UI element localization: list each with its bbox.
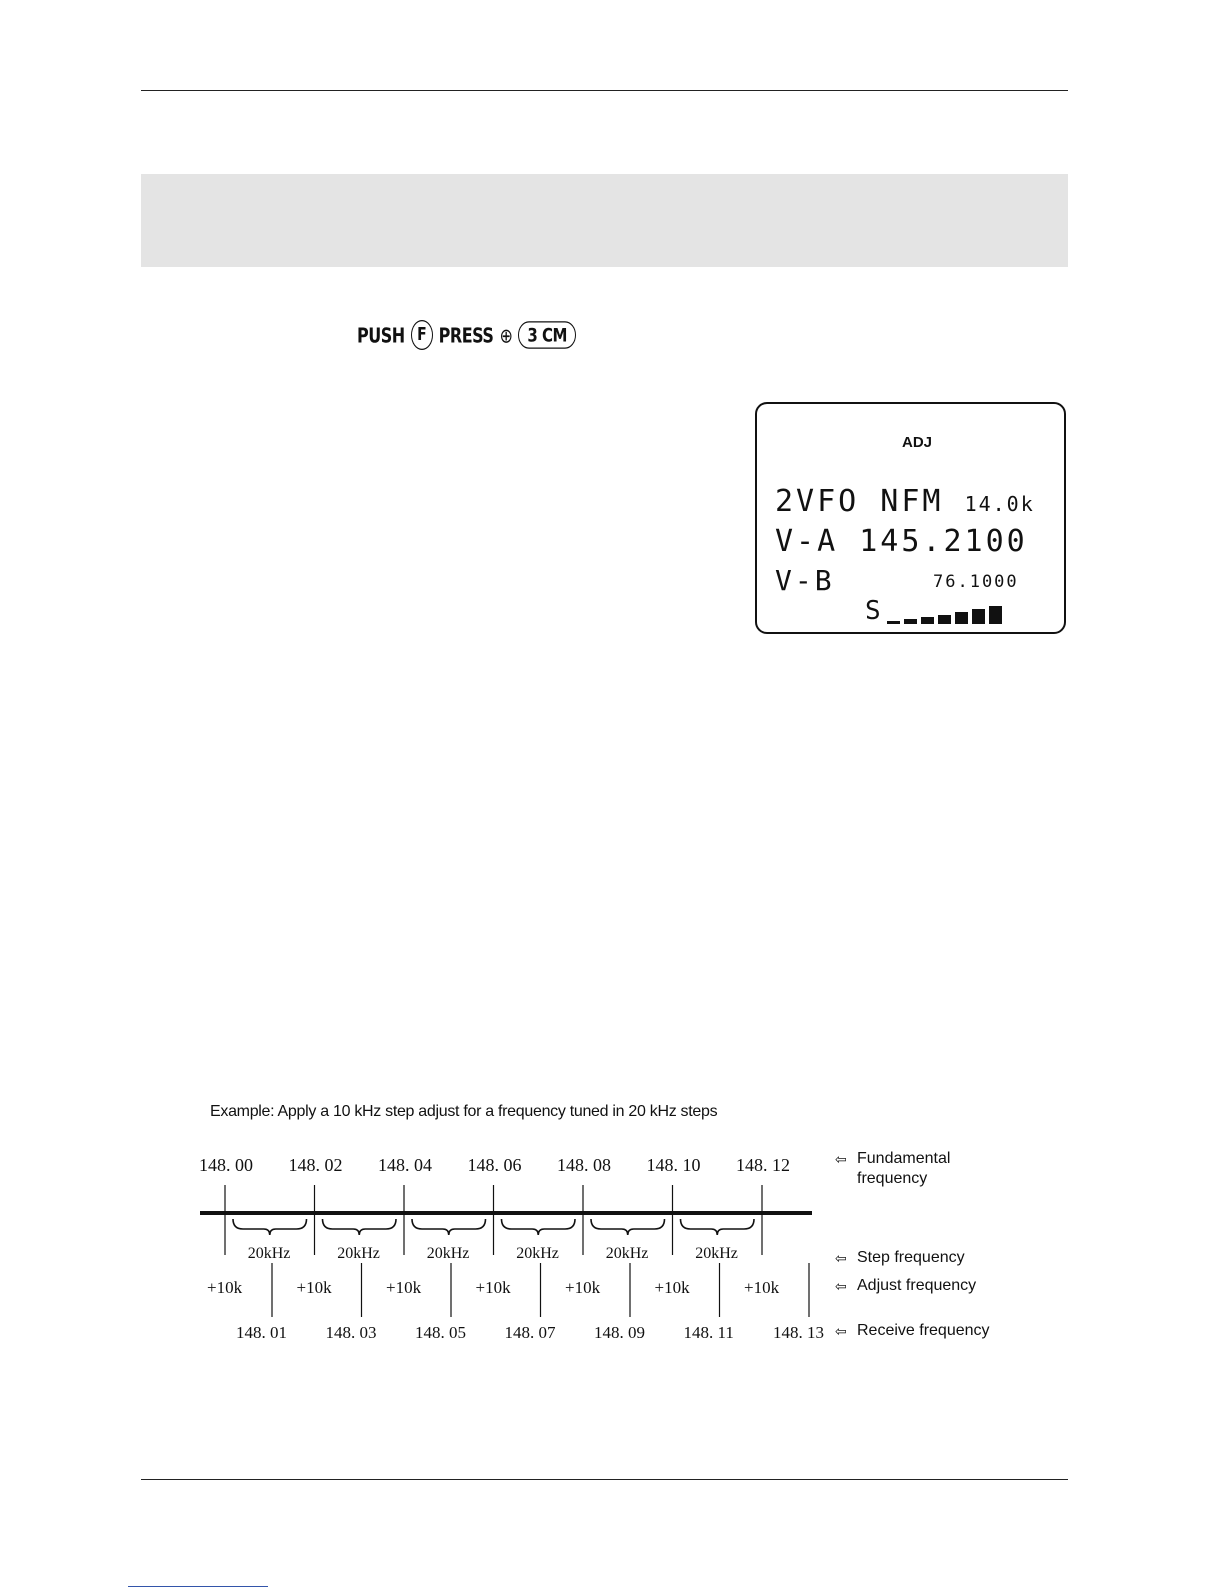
adjust-label: +10k	[565, 1278, 601, 1297]
arrow-icon: ⇦	[835, 1250, 847, 1266]
legend-receive-label: Receive frequency	[857, 1322, 990, 1339]
receive-label: 148. 09	[594, 1323, 645, 1342]
legend-adjust-label: Adjust frequency	[857, 1277, 977, 1294]
lcd-row-mode	[775, 484, 1035, 519]
adjust-label: +10k	[475, 1278, 511, 1297]
fundamental-label: 148. 08	[557, 1155, 611, 1175]
fundamental-label: 148. 02	[288, 1155, 343, 1175]
step-label: 20kHz	[516, 1245, 559, 1262]
push-label: PUSH	[357, 323, 405, 347]
arrow-icon: ⇦	[835, 1323, 847, 1339]
s-meter-bar	[938, 615, 951, 624]
lcd-step: 14.0k	[964, 492, 1035, 516]
adjust-label: +10k	[744, 1278, 780, 1297]
fundamental-label: 148. 04	[378, 1155, 432, 1175]
receive-label: 148. 05	[415, 1323, 466, 1342]
lcd-row-vfo-b	[775, 564, 1019, 597]
adjust-label: +10k	[207, 1278, 243, 1297]
diagram-caption: Example: Apply a 10 kHz step adjust for a frequency tuned in 20 kHz steps	[210, 1103, 718, 1120]
step-label: 20kHz	[695, 1245, 738, 1262]
step-brace	[591, 1219, 665, 1235]
s-meter-bar	[904, 619, 917, 624]
adjust-label: +10k	[654, 1278, 690, 1297]
section-heading-band	[141, 174, 1068, 267]
arrow-icon: ⇦	[835, 1278, 847, 1294]
step-label: 20kHz	[426, 1245, 470, 1262]
step-key: 3 CM	[518, 321, 576, 349]
lcd-vfo-b-label: V-B	[775, 564, 835, 597]
s-meter-bar	[989, 606, 1002, 624]
step-label: 20kHz	[337, 1245, 380, 1262]
lcd-mode: 2VFO NFM	[775, 484, 944, 519]
key-sequence	[357, 310, 576, 360]
receive-label: 148. 11	[683, 1323, 734, 1342]
s-meter-label: S	[865, 596, 881, 626]
legend-adjust	[835, 1276, 976, 1296]
footer-rule	[141, 1479, 1068, 1480]
legend-step	[835, 1248, 965, 1268]
lcd-vfo-b-freq: 76.1000	[933, 572, 1019, 592]
fundamental-label: 148. 12	[736, 1155, 790, 1175]
lcd-row-vfo-a: V-A 145.2100	[775, 524, 1028, 559]
receive-label: 148. 13	[773, 1323, 824, 1342]
fundamental-label: 148. 10	[646, 1155, 701, 1175]
s-meter	[865, 598, 1002, 624]
lcd-display	[755, 402, 1066, 634]
step-brace	[412, 1219, 486, 1235]
legend-fundamental	[835, 1149, 950, 1189]
legend-step-label: Step frequency	[857, 1249, 965, 1266]
legend-fundamental-line1: Fundamental	[857, 1150, 951, 1167]
dial-icon: ⊕	[499, 323, 513, 347]
legend-fundamental-line2: frequency	[857, 1170, 928, 1187]
step-label: 20kHz	[247, 1245, 291, 1262]
adjust-label: +10k	[386, 1278, 422, 1297]
s-meter-bar	[921, 617, 934, 624]
s-meter-bar	[887, 621, 900, 624]
legend-receive	[835, 1321, 990, 1341]
header-rule	[141, 90, 1068, 91]
s-meter-bar	[972, 609, 985, 624]
lcd-adj-indicator: ADJ	[902, 434, 933, 451]
press-label: PRESS	[438, 323, 494, 347]
receive-label: 148. 07	[504, 1323, 556, 1342]
step-brace	[681, 1219, 755, 1235]
function-key: F	[411, 320, 433, 350]
diagram-lines	[190, 1095, 1070, 1355]
receive-label: 148. 03	[325, 1323, 377, 1342]
step-adjust-diagram	[190, 1095, 1070, 1355]
arrow-icon: ⇦	[835, 1151, 847, 1167]
step-label: 20kHz	[605, 1245, 649, 1262]
step-brace	[323, 1219, 397, 1235]
fundamental-label: 148. 06	[467, 1155, 522, 1175]
s-meter-bar	[955, 612, 968, 624]
adjust-label: +10k	[296, 1278, 332, 1297]
fundamental-label: 148. 00	[199, 1155, 253, 1175]
step-brace	[502, 1219, 576, 1235]
receive-label: 148. 01	[236, 1323, 287, 1342]
step-brace	[233, 1219, 307, 1235]
